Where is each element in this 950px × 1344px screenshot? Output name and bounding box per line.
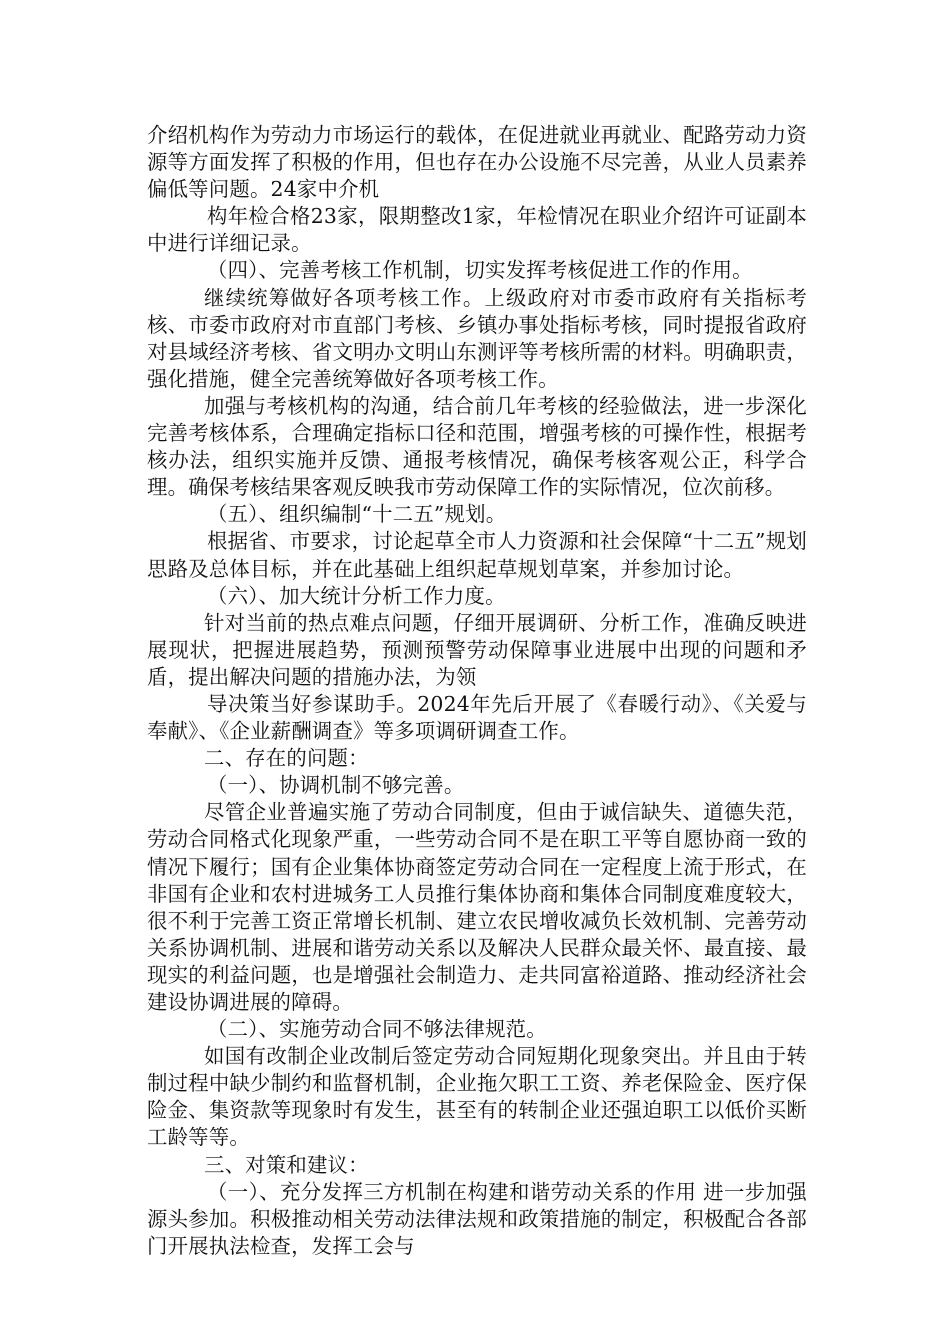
paragraph-assessment-communication: 加强与考核机构的沟通，结合前几年考核的经验做法，进一步深化完善考核体系，合理确定指标口径和范围，增强考核的可操作性，根据考核办法，组织实施并反馈、通报考核情况，确保考核客观公正，科学合理。确保考核结果客观反映我市劳动保障工作的实际情况，位次前移。 [147, 393, 807, 500]
paragraph-intermediary-agencies: 介绍机构作为劳动力市场运行的载体，在促进就业再就业、配路劳动力资源等方面发挥了积极的作用，但也存在办公设施不尽完善，从业人员素养偏低等问题。24家中介机 [147, 123, 807, 202]
paragraph-tripartite-mechanism: （一）、充分发挥三方机制在构建和谐劳动关系的作用 进一步加强源头参加。积极推动相关劳动法律法规和政策措施的制定，积极配合各部门开展执法检查，发挥工会与 [147, 1179, 807, 1258]
heading-section-five: （五）、组织编制“十二五”规划。 [207, 502, 507, 527]
heading-section-four: （四）、完善考核工作机制，切实发挥考核促进工作的作用。 [207, 258, 753, 283]
heading-existing-problems: 二、存在的问题： [204, 746, 369, 771]
paragraph-labor-contracts: 尽管企业普遍实施了劳动合同制度，但由于诚信缺失、道德失范，劳动合同格式化现象严重，一些劳动合同不是在职工平等自愿协商一致的情况下履行；国有企业集体协商签定劳动合同在一定程度上流于形式，在非国有企业和农村进城务工人员推行集体协商和集体合同制度难度较大，很不利于完善工资正常增长机制、建立农民增收减负长效机制、完善劳动关系协调机制、进展和谐劳动关系以及解决人民群众最关怀、最直接、最现实的利益问题，也是增强社会制造力、走共同富裕道路、推动经济社会建设协调进展的障碍。 [147, 800, 807, 1014]
heading-countermeasures: 三、对策和建议： [204, 1152, 369, 1177]
paragraph-annual-inspection: 构年检合格23家，限期整改1家，年检情况在职业介绍许可证副本中进行详细记录。 [147, 204, 807, 256]
heading-problem-two: （二）、实施劳动合同不够法律规范。 [207, 1017, 547, 1042]
paragraph-statistical-analysis: 针对当前的热点难点问题，仔细开展调研、分析工作，准确反映进展现状，把握进展趋势，预测预警劳动保障事业进展中出现的问题和矛盾，提出解决问题的措施办法，为领 [147, 610, 807, 689]
heading-section-six: （六）、加大统计分析工作力度。 [207, 583, 506, 608]
paragraph-research-surveys: 导决策当好参谋助手。2024年先后开展了《春暖行动》、《关爱与奉献》、《企业薪酬调查》等多项调研调查工作。 [147, 691, 807, 744]
document-page [147, 122, 807, 1260]
heading-problem-one: （一）、协调机制不够完善。 [207, 773, 465, 798]
paragraph-five-year-plan: 根据省、市要求，讨论起草全市人力资源和社会保障“十二五”规划思路及总体目标，并在此基础上组织起草规划草案，并参加讨论。 [147, 529, 807, 581]
paragraph-restructured-enterprises: 如国有改制企业改制后签定劳动合同短期化现象突出。并且由于转制过程中缺少制约和监督机制，企业拖欠职工工资、养老保险金、医疗保险金、集资款等现象时有发生，甚至有的转制企业还强迫职工以低价买断工龄等等。 [147, 1044, 807, 1150]
paragraph-assessment-work: 继续统筹做好各项考核工作。上级政府对市委市政府有关指标考核、市委市政府对市直部门考核、乡镇办事处指标考核，同时提报省政府对县域经济考核、省文明办文明山东测评等考核所需的材料。明确职责，强化措施，健全完善统筹做好各项考核工作。 [147, 285, 807, 391]
